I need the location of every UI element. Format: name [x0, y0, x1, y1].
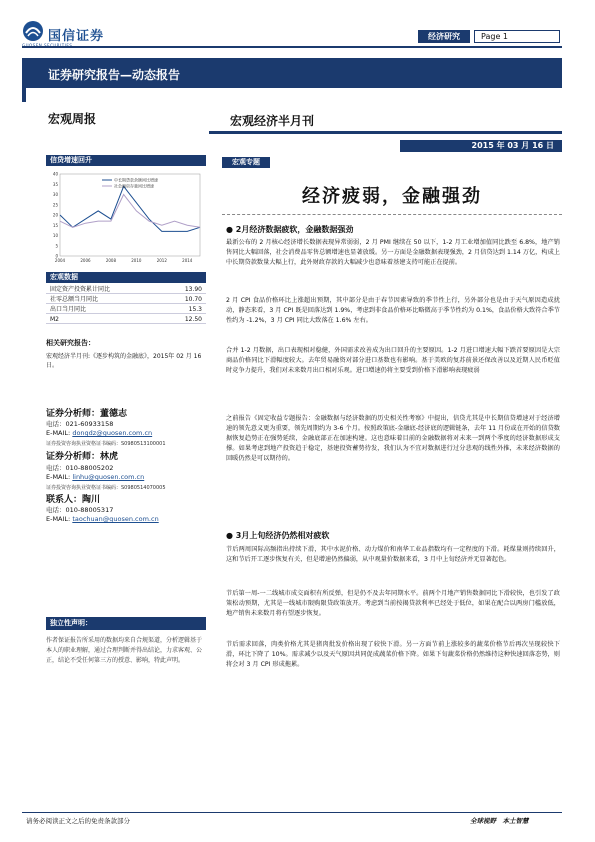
data-row [46, 285, 206, 294]
data-value: 12.50 [184, 316, 202, 323]
x-tick-label: 2010 [131, 258, 142, 263]
y-tick-label: 35 [52, 181, 58, 187]
x-tick-label: 2008 [105, 258, 117, 263]
publication-title: 宏观经济半月刊 [230, 114, 315, 128]
data-label: M2 [50, 316, 59, 323]
analyst-1-name: 证券分析师：董德志 [46, 409, 128, 419]
contact-email-link[interactable]: taochuan@guosen.com.cn [72, 515, 159, 523]
page-number: Page 1 [474, 30, 560, 43]
y-tick-label: 10 [52, 233, 58, 238]
contact-phone: 电话：010-88005317 [46, 506, 114, 514]
y-tick-label: 25 [52, 202, 58, 208]
brand-logo-icon [22, 20, 44, 42]
legend-label: 社会融资存量同比增速 [114, 183, 154, 189]
footer-disclaimer-note: 请务必阅读正文之后的免责条款部分 [26, 817, 130, 825]
y-tick-label: 15 [52, 222, 58, 228]
contact-name: 联系人：陶川 [46, 495, 101, 505]
data-label: 出口当月同比 [50, 306, 87, 313]
data-label: 固定资产投资累计同比 [50, 286, 111, 293]
report-type-badge: 经济研究 [418, 30, 470, 43]
related-reports-title: 相关研究报告： [46, 339, 95, 347]
article-title: 经济疲弱，金融强劲 [302, 186, 482, 207]
data-value: 13.90 [184, 286, 202, 293]
x-tick-label: 2014 [182, 258, 193, 263]
section-heading: ● 3月上旬经济仍然相对疲软 [226, 531, 330, 540]
disclaimer-text: 作者保证报告所采用的数据均来自合规渠道，分析逻辑基于本人的职业理解，通过合理判断并得出结论，力求客观、公正，结论不受任何第三方的授意、影响，特此声明。 [46, 637, 203, 664]
related-report-link[interactable]: 宏观经济半月刊:《逐步构筑的金融底》，2015年 02 月 16 日。 [46, 353, 202, 369]
disclaimer-title: 独立性声明： [46, 617, 206, 630]
legend-label: 中长期贷款余额同比增速 [114, 177, 158, 183]
report-date: 2015 年 03 月 16 日 [400, 140, 562, 152]
x-tick-label: 2012 [156, 258, 167, 263]
data-section-title: 宏观数据 [46, 272, 206, 283]
category-title: 宏观周报 [48, 112, 97, 126]
analyst-1-email-link[interactable]: dongdz@guosen.com.cn [72, 429, 153, 437]
data-value: 15.3 [188, 306, 202, 313]
paragraph: 之前报告《固定收益专题报告：金融数据与经济数据的历史相关性考察》中提出，信贷尤其是中长期信贷增速对于经济增速的领先意义更为重要，领先周期约为 3-6 个月。按照政策底-金融底-经济底的逻辑链条，去年 11 月份或在开始的信贷数据恢复趋势正在强势延续，金融底部正在加速构建。这也意味着目前的金融数据将对未来一到两个季度的经济数据形成支撑。如果考虑到地产投资趋于稳定，基建投资蓄势待发，我们认为不宜对数据进行过分悲观的线性外推，未来经济数据的回暖仍然是可以期待的。 [226, 415, 560, 462]
x-tick-label: 2006 [80, 258, 91, 263]
data-row [46, 295, 206, 304]
analyst-1-email: E-MAIL: dongdz@guosen.com.cn [46, 429, 153, 437]
y-tick-label: 40 [52, 171, 58, 177]
footer-slogan: 全球视野 本土智慧 [470, 817, 529, 825]
title-divider [222, 214, 562, 215]
y-tick-label: 5 [55, 243, 58, 249]
analyst-2-email: E-MAIL: linhu@guosen.com.cn [46, 473, 145, 481]
brand-name: 国信证券 [48, 29, 105, 44]
footer-rule [22, 812, 562, 813]
analyst-2-cert: 证券投资咨询执业资格证书编码：S0980514070005 [46, 485, 166, 491]
topic-tag: 宏观专题 [222, 157, 270, 168]
analyst-2-email-link[interactable]: linhu@guosen.com.cn [72, 473, 145, 481]
paragraph: 2 月 CPI 食品价格环比上涨超出预期，其中部分是由于春节因素导致的季节性上行，另外部分也是由于天气原因造成扰动，静态来看，3 月 CPI 既是回落达到 1.9%，考虑到非食品价格环比略微高于季节性约为 0.1%，食品价格大致符合季节性约为 -1.2%，3 月 CPI 同比大致落在 1.6% 左右。 [226, 297, 560, 324]
analyst-1-cert: 证券投资咨询执业资格证书编码：S0980513100001 [46, 441, 166, 447]
contact-email: E-MAIL: taochuan@guosen.com.cn [46, 515, 159, 523]
paragraph: 节后两周国际高频指出持续下滑，其中水泥价格、动力煤价和南华工业品指数均有一定程度的下滑。耗煤量则持续回升，这和节后开工逐步恢复有关，但是增速仍然偏弱，从中观量价数据来看，3 月中上旬经济并无显著起色。 [226, 546, 560, 563]
paragraph: 合并 1-2 月数据，出口表现相对稳健，外国需求改善成为出口回升的主要原因。1-2 月进口增速大幅下跌首要原因是大宗商品价格同比下滑幅度较大。去年贸易融资对部分进口基数也有影响。基于美欧的复苏前景还保改善以及近期人民币贬值时竞争力提升，我们对未来数月出口相对乐观。进口增速仍将主要受到价格下滑影响表现疲弱 [226, 347, 560, 374]
y-tick-label: 20 [52, 212, 58, 218]
section-heading: ● 2月经济数据疲软，金融数据强劲 [226, 225, 354, 234]
data-row [46, 305, 206, 314]
header-rule [22, 46, 562, 48]
data-row [46, 315, 206, 324]
data-label: 社零总额当月同比 [50, 296, 99, 303]
y-tick-label: 30 [52, 192, 58, 197]
credit-growth-chart [46, 168, 206, 268]
paragraph: 节后第一周-一二线城市成交面积有所反弹，但是仍不及去年同期水平。前两个月地产销售数据同比下滑较快，也引发了政策松动预期，尤其是一线城市限购限贷政策放开。考虑到当前按揭贷款利率已经处于低位，如果在配合以两房门槛放低，地产销售未来数月将有望逐步恢复。 [226, 590, 560, 617]
analyst-2-name: 证券分析师：林虎 [46, 452, 119, 462]
analyst-2-phone: 电话：010-88005202 [46, 464, 114, 472]
series-title: 证券研究报告—动态报告 [48, 68, 181, 82]
chart-section-title: 信贷增速回升 [46, 155, 206, 166]
data-value: 10.70 [184, 296, 202, 303]
paragraph: 最新公布的 2 月核心经济增长数据表现异常弱弱，2 月 PMI 继续在 50 以下，1-2 月工业增加值同比跌至 6.8%，地产销售同比大幅回落，社会消费品零售总额增速也显著放缓。另一方面是金融数据表现强劲，2 月信贷达到 1.14 万亿，构成上中长期贷款数量大幅上行，此外财政存款的大幅减少也意味着基建支持可能正在提前。 [226, 239, 560, 266]
x-tick-label: 2004 [54, 258, 66, 263]
y-tick-label: 0 [55, 253, 58, 259]
paragraph: 节后需求回落，肉类价格尤其是猪肉批发价格出现了较快下滑。另一方面节前上涨较多的蔬菜价格节后再次呈现较快下滑，环比下降了 10%。需求减少以及天气原因共同促成蔬菜价格下降。如果下旬蔬菜价格仍然维持这种快速回落态势，则将会对 3 月 CPI 形成拖累。 [226, 641, 560, 668]
analyst-1-phone: 电话：021-60933158 [46, 420, 114, 428]
